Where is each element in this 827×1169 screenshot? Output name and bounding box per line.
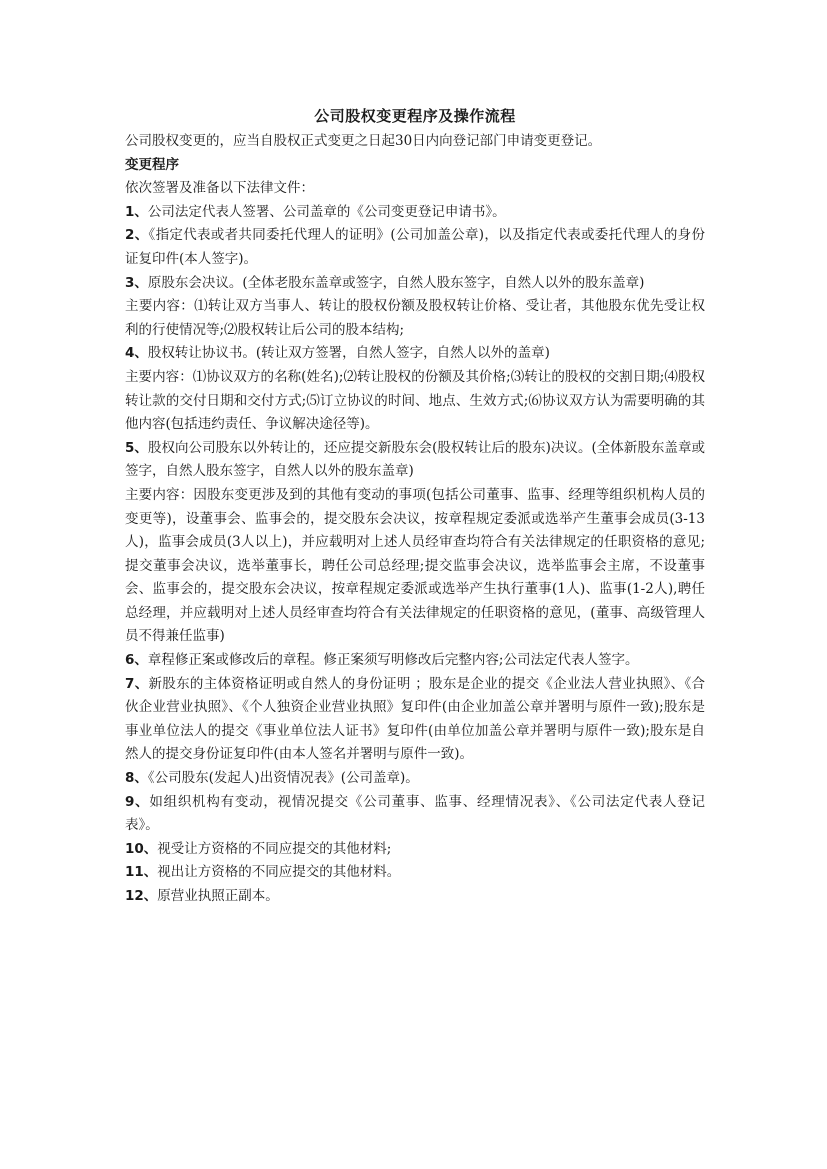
item-number: 6、 (125, 652, 148, 669)
item-number: 2、 (125, 227, 149, 244)
list-item-4 (125, 342, 705, 366)
list-item-2 (125, 224, 705, 271)
item-text: 如组织机构有变动，视情况提交《公司董事、监事、经理情况表》、《公司法定代表人登记表》。 (125, 793, 705, 834)
item-number: 7、 (125, 675, 149, 692)
item-number: 4、 (125, 345, 148, 362)
item-text: 股权向公司股东以外转让的，还应提交新股东会(股权转让后的股东)决议。(全体新股东盖章或签字，自然人股东签字，自然人以外的股东盖章) (125, 439, 705, 480)
item-number: 11、 (125, 864, 158, 881)
item-4-detail: 主要内容：⑴协议双方的名称(姓名);⑵转让股权的份额及其价格;⑶转让的股权的交割日期;⑷股权转让款的交付日期和交付方式;⑸订立协议的时间、地点、生效方式;⑹协议双方认为需要明确的其他内容(包括违约责任、争议解决途径等)。 (125, 368, 705, 433)
item-text: 原营业执照正副本。 (157, 888, 279, 904)
item-text: 《公司股东(发起人)出资情况表》(公司盖章)。 (147, 770, 419, 787)
list-item-11 (125, 861, 705, 885)
list-item-10 (125, 838, 705, 862)
section-heading: 变更程序 (125, 156, 179, 173)
list-item-3 (125, 272, 705, 296)
item-number: 1、 (125, 203, 148, 220)
item-number: 5、 (125, 439, 148, 456)
item-3-detail: 主要内容：⑴转让双方当事人、转让的股权份额及股权转让价格、受让者，其他股东优先受让权利的行使情况等;⑵股权转让后公司的股本结构; (125, 298, 705, 338)
list-item-5 (125, 437, 705, 484)
document-page (125, 104, 705, 909)
list-item-12 (125, 885, 705, 909)
list-item-8 (125, 767, 705, 791)
lead-paragraph: 依次签署及准备以下法律文件： (125, 180, 314, 197)
item-text: 公司法定代表人签署、公司盖章的《公司变更登记申请书》。 (147, 203, 506, 220)
item-number: 3、 (125, 274, 148, 291)
list-item-1 (125, 201, 705, 225)
item-text: 视受让方资格的不同应提交的其他材料; (157, 840, 392, 857)
item-text: 《指定代表或者共同委托代理人的证明》(公司加盖公章)，以及指定代表或委托代理人的身份证复印件(本人签字)。 (125, 227, 705, 267)
item-text: 新股东的主体资格证明或自然人的身份证明 ；股东是企业的提交《企业法人营业执照》、《合伙企业营业执照》、《个人独资企业营业执照》复印件(由企业加盖公章并署明与原件一致);股东是事业单位法人的提交《事业单位法人证书》复印件(由单位加盖公章并署明与原件一致);股东是自然人的提交身份证复印件(由本人签名并署明与原件一致)。 (125, 675, 705, 763)
item-text: 章程修正案或修改后的章程。修正案须写明修改后完整内容;公司法定代表人签字。 (147, 652, 639, 669)
item-5-detail: 主要内容：因股东变更涉及到的其他有变动的事项(包括公司董事、监事、经理等组织机构人员的变更等)，设董事会、监事会的，提交股东会决议，按章程规定委派或选举产生董事会成员(3-13人)，监事会成员(3人以上)，并应载明对上述人员经审查均符合有关法律规定的任职资格的意见;提交董事会决议，选举董事长，聘任公司总经理;提交监事会决议，选举监事会主席，不设董事会、监事会的，提交股东会决议，按章程规定委派或选举产生执行董事(1人)、监事(1-2人),聘任总经理，并应载明对上述人员经审查均符合有关法律规定的任职资格的意见，(董事、高级管理人员不得兼任监事) (125, 486, 705, 645)
item-number: 10、 (125, 840, 158, 857)
item-number: 9、 (125, 793, 150, 810)
item-text: 视出让方资格的不同应提交的其他材料。 (157, 864, 401, 881)
item-text: 股权转让协议书。(转让双方签署，自然人签字，自然人以外的盖章) (147, 345, 550, 362)
list-item-6 (125, 649, 705, 673)
intro-paragraph: 公司股权变更的，应当自股权正式变更之日起30日内向登记部门申请变更登记。 (125, 133, 602, 149)
item-number: 8、 (125, 770, 148, 787)
item-text: 原股东会决议。(全体老股东盖章或签字，自然人股东签字，自然人以外的股东盖章) (147, 274, 645, 291)
list-item-7 (125, 673, 705, 767)
document-title: 公司股权变更程序及操作流程 (314, 107, 516, 125)
item-number: 12、 (125, 888, 158, 904)
list-item-9 (125, 791, 705, 838)
